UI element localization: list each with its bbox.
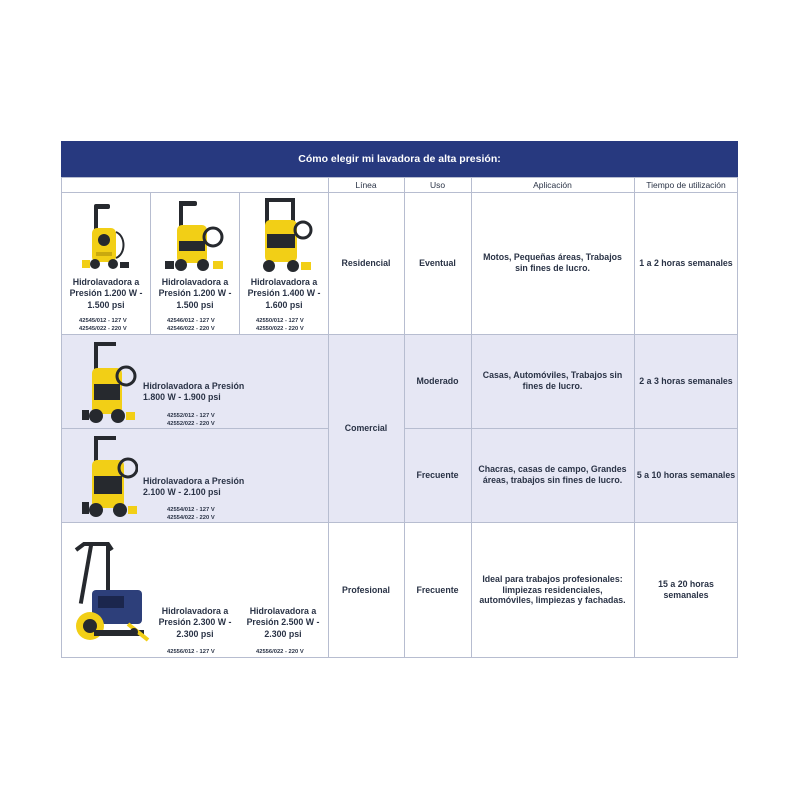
row-profesional-uso: Frecuente [416, 584, 459, 595]
grid-line [150, 192, 151, 334]
product-name: Hidrolavadora a Presión 1.800 W - 1.900 psi [143, 381, 245, 403]
row-residencial-linea: Residencial [341, 257, 391, 268]
product-name: Hidrolavadora a Presión 2.500 W - 2.300 psi [246, 606, 320, 639]
product-name: Hidrolavadora a Presión 2.100 W - 2.100 psi [143, 476, 245, 498]
row-residencial-aplicacion: Motos, Pequeñas áreas, Trabajos sin fines de lucro. [483, 252, 622, 273]
pressure-washer-icon [80, 200, 132, 272]
product-code [167, 648, 215, 656]
product-name: Hidrolavadora a Presión 1.400 W - 1.600 psi [247, 277, 321, 310]
product-name: Hidrolavadora a Presión 2.300 W - 2.300 psi [158, 606, 232, 639]
product-code [256, 317, 304, 334]
product-code-220v: 42550/022 - 220 V [256, 326, 304, 333]
product-code-127v: 42552/012 - 127 V [167, 413, 215, 419]
product-code-127v: 42556/012 - 127 V [167, 649, 215, 655]
table-title: Cómo elegir mi lavadora de alta presión: [61, 141, 738, 177]
header-aplicacion: Aplicación [533, 179, 572, 190]
row-profesional-linea: Profesional [342, 584, 390, 595]
pressure-washer-icon [82, 340, 138, 424]
product-code-127v: 42554/012 - 127 V [167, 507, 215, 513]
header-uso: Uso [429, 179, 446, 190]
grid-line [61, 177, 738, 178]
product-name: Hidrolavadora a Presión 1.200 W - 1.500 psi [158, 277, 232, 310]
product-code-220v: 42552/022 - 220 V [167, 421, 215, 428]
pressure-washer-icon [82, 434, 138, 518]
product-code-220v: 42556/022 - 220 V [256, 649, 304, 655]
row-comercial-frecuente-uso: Frecuente [416, 469, 459, 480]
product-code-127v: 42545/012 - 127 V [79, 318, 127, 324]
row-comercial-frecuente-tiempo: 5 a 10 horas semanales [636, 469, 736, 480]
professional-pressure-washer-icon [68, 540, 154, 644]
grid-line [239, 192, 240, 334]
row-comercial-moderado-aplicacion: Casas, Automóviles, Trabajos sin fines de lucro. [482, 370, 623, 391]
product-code [167, 412, 215, 429]
product-code [79, 317, 127, 334]
pressure-washer-icon [165, 199, 227, 273]
product-code-220v: 42554/022 - 220 V [167, 515, 215, 522]
row-comercial-linea: Comercial [344, 422, 388, 433]
row-profesional-tiempo: 15 a 20 horas semanales [658, 579, 714, 600]
pressure-washer-icon [255, 196, 315, 274]
row-comercial-moderado-tiempo: 2 a 3 horas semanales [639, 375, 733, 386]
product-code-127v: 42546/012 - 127 V [167, 318, 215, 324]
row-comercial-frecuente-aplicacion: Chacras, casas de campo, Grandes áreas, trabajos sin fines de lucro. [478, 464, 627, 485]
row-residencial-uso: Eventual [419, 257, 456, 268]
header-linea: Línea [355, 179, 377, 190]
product-code [256, 648, 304, 656]
row-residencial-tiempo: 1 a 2 horas semanales [639, 257, 733, 268]
header-tiempo: Tiempo de utilización [646, 179, 726, 190]
product-name: Hidrolavadora a Presión 1.200 W - 1.500 psi [69, 277, 143, 310]
row-comercial-moderado-uso: Moderado [416, 375, 459, 386]
product-code-127v: 42550/012 - 127 V [256, 318, 304, 324]
product-code [167, 506, 215, 523]
row-profesional-aplicacion: Ideal para trabajos profesionales: limpiezas residenciales, automóviles, limpiezas y fachadas. [479, 573, 626, 606]
product-code-220v: 42545/022 - 220 V [79, 326, 127, 333]
grid-line [471, 177, 472, 658]
product-code [167, 317, 215, 334]
product-code-220v: 42546/022 - 220 V [167, 326, 215, 333]
